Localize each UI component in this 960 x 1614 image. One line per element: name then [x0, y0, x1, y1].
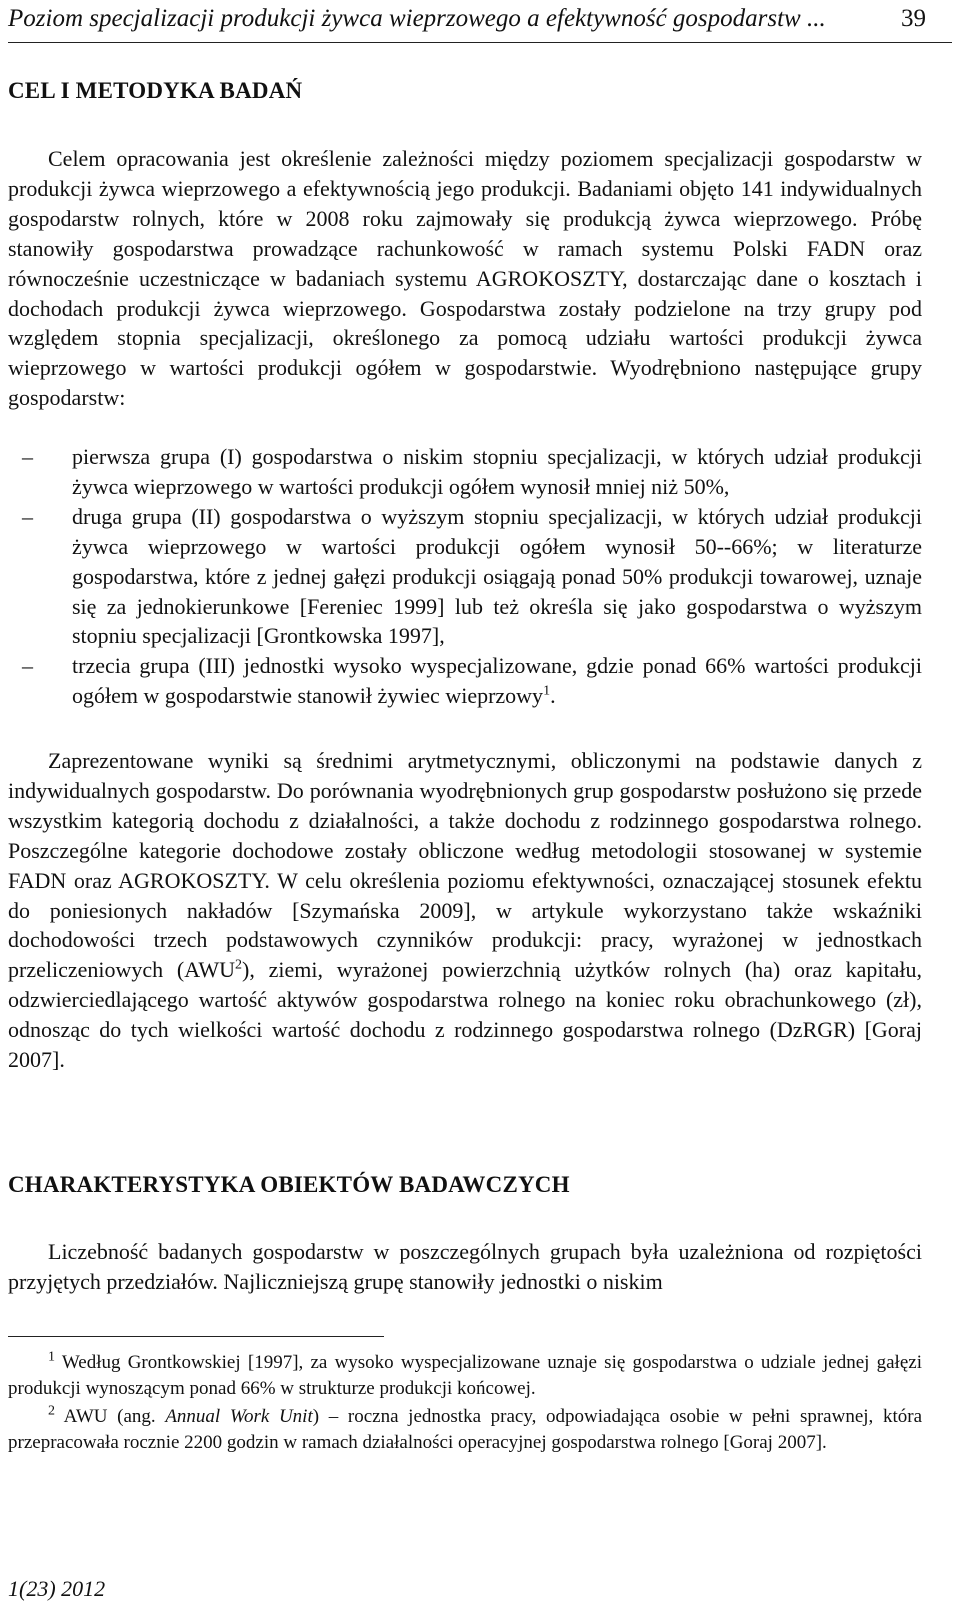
- list-item-text: druga grupa (II) gospodarstwa o wyższym stopniu specjalizacji, w których udział produkcji żywca wieprzowego w wartości produkcji ogółem wynosił 50--66%; w literaturze gospodarstwa, które z jednej gałęzi produkcji osiągają ponad 50% produkcji towarowej, uznaje się za jednokierunkowe [Fereniec 1999] lub też określa się jako gospodarstwa o wyższym stopniu specjalizacji [Grontkowska 1997],: [72, 503, 922, 649]
- list-item: [8, 651, 922, 711]
- running-header: [8, 2, 952, 43]
- footnote-2-text-a: AWU (ang.: [63, 1406, 166, 1427]
- list-item-text: pierwsza grupa (I) gospodarstwa o niskim stopniu specjalizacji, w których udział produkcji żywca wieprzowego w wartości produkcji ogółem wynosił mniej niż 50%,: [72, 444, 922, 499]
- footnote-ref-1[interactable]: 1: [543, 683, 551, 699]
- list-dash: –: [22, 653, 33, 679]
- list-item: [8, 502, 922, 652]
- list-item-text: trzecia grupa (III) jednostki wysoko wyspecjalizowane, gdzie ponad 66% wartości produkcji ogółem w gospodarstwie stanowił żywiec wieprzowy: [72, 653, 922, 709]
- footnote-1: [8, 1350, 922, 1402]
- footnote-2-mark: 2: [48, 1403, 55, 1419]
- footnote-1-text: Według Grontkowskiej [1997], za wysoko wyspecjalizowane uznaje się gospodarstwa o udziale jednej gałęzi produkcji wynoszącym ponad 66% w strukturze produkcji końcowej.: [8, 1352, 922, 1399]
- list-item: [8, 442, 922, 502]
- footnote-2: [8, 1404, 922, 1456]
- footnote-2-italic: Annual Work Unit: [165, 1406, 313, 1427]
- footnote-2-text-b: ) – roczna jednostka pracy, odpowiadająca osobie w pełni sprawnej, która przepracowała rocznie 2200 godzin w ramach działalności operacyjnej gospodarstwa rolnego [Goraj 2007].: [8, 1406, 922, 1453]
- paragraph-characteristics: [8, 1237, 922, 1297]
- footnote-1-mark: 1: [48, 1349, 55, 1365]
- page-number: 39: [901, 5, 926, 32]
- section-heading-methods: CEL I METODYKA BADAŃ: [8, 78, 303, 103]
- paragraph-results-text-a: Zaprezentowane wyniki są średnimi arytmetycznymi, obliczonymi na podstawie danych z indywidualnych gospodarstw. Do porównania wyodrębnionych grup gospodarstw posłużono się przede wszystkim kategorią dochodu z działalności, a także dochodu z rodzinnego gospodarstwa rolnego. Poszczególne kategorie dochodowe zostały obliczone według metodologii stosowanej w systemie FADN oraz AGROKOSZTY. W celu określenia poziomu efektywności, oznaczającej stosunek efektu do poniesionych nakładów [Szymańska 2009], w artykule wykorzystano także wskaźniki dochodowości trzech podstawowych czynników produkcji: pracy, wyrażonej w jednostkach przeliczeniowych (AWU: [8, 748, 922, 983]
- list-item-end: .: [550, 683, 556, 709]
- running-header-title: Poziom specjalizacji produkcji żywca wieprzowego a efektywność gospodarstw ...: [8, 5, 826, 32]
- footnote-separator: [8, 1336, 384, 1337]
- list-dash: –: [22, 503, 33, 529]
- paragraph-aims: [8, 144, 922, 413]
- section-heading-objects: CHARAKTERYSTYKA OBIEKTÓW BADAWCZYCH: [8, 1172, 570, 1197]
- paragraph-results-text-b: ), ziemi, wyrażonej powierzchnią użytków rolnych (ha) oraz kapitału, odzwierciedlającego wartość aktywów gospodarstwa rolnego na koniec roku obrachunkowego (zł), odnosząc do tych wielkości wartość dochodu z rodzinnego gospodarstwa rolnego (DzRGR) [Goraj 2007].: [8, 957, 923, 1073]
- list-dash: –: [22, 444, 33, 469]
- paragraph-results: [8, 746, 922, 1075]
- footnote-ref-2[interactable]: 2: [235, 958, 243, 974]
- paragraph-aims-text: Celem opracowania jest określenie zależności między poziomem specjalizacji gospodarstw w produkcji żywca wieprzowego a efektywnością jego produkcji. Badaniami objęto 141 indywidualnych gospodarstw rolnych, które w 2008 roku zajmowały się produkcją żywca wieprzowego. Próbę stanowiły gospodarstwa prowadzące rachunkowość w ramach systemu Polski FADN oraz równocześnie uczestniczące w badaniach systemu AGROKOSZTY, dostarczając dane o kosztach i dochodach produkcji żywca wieprzowego. Gospodarstwa zostały podzielone na trzy grupy pod względem stopnia specjalizacji, określonego za pomocą udziału wartości produkcji żywca wieprzowego w wartości produkcji ogółem w gospodarstwie. Wyodrębniono następujące grupy gospodarstw:: [8, 146, 922, 411]
- paragraph-characteristics-text: Liczebność badanych gospodarstw w poszczególnych grupach była uzależniona od rozpiętości przyjętych przedziałów. Najliczniejszą grupę stanowiły jednostki o niskim: [8, 1239, 922, 1294]
- issue-footer: 1(23) 2012: [8, 1576, 106, 1601]
- group-list: [8, 442, 922, 711]
